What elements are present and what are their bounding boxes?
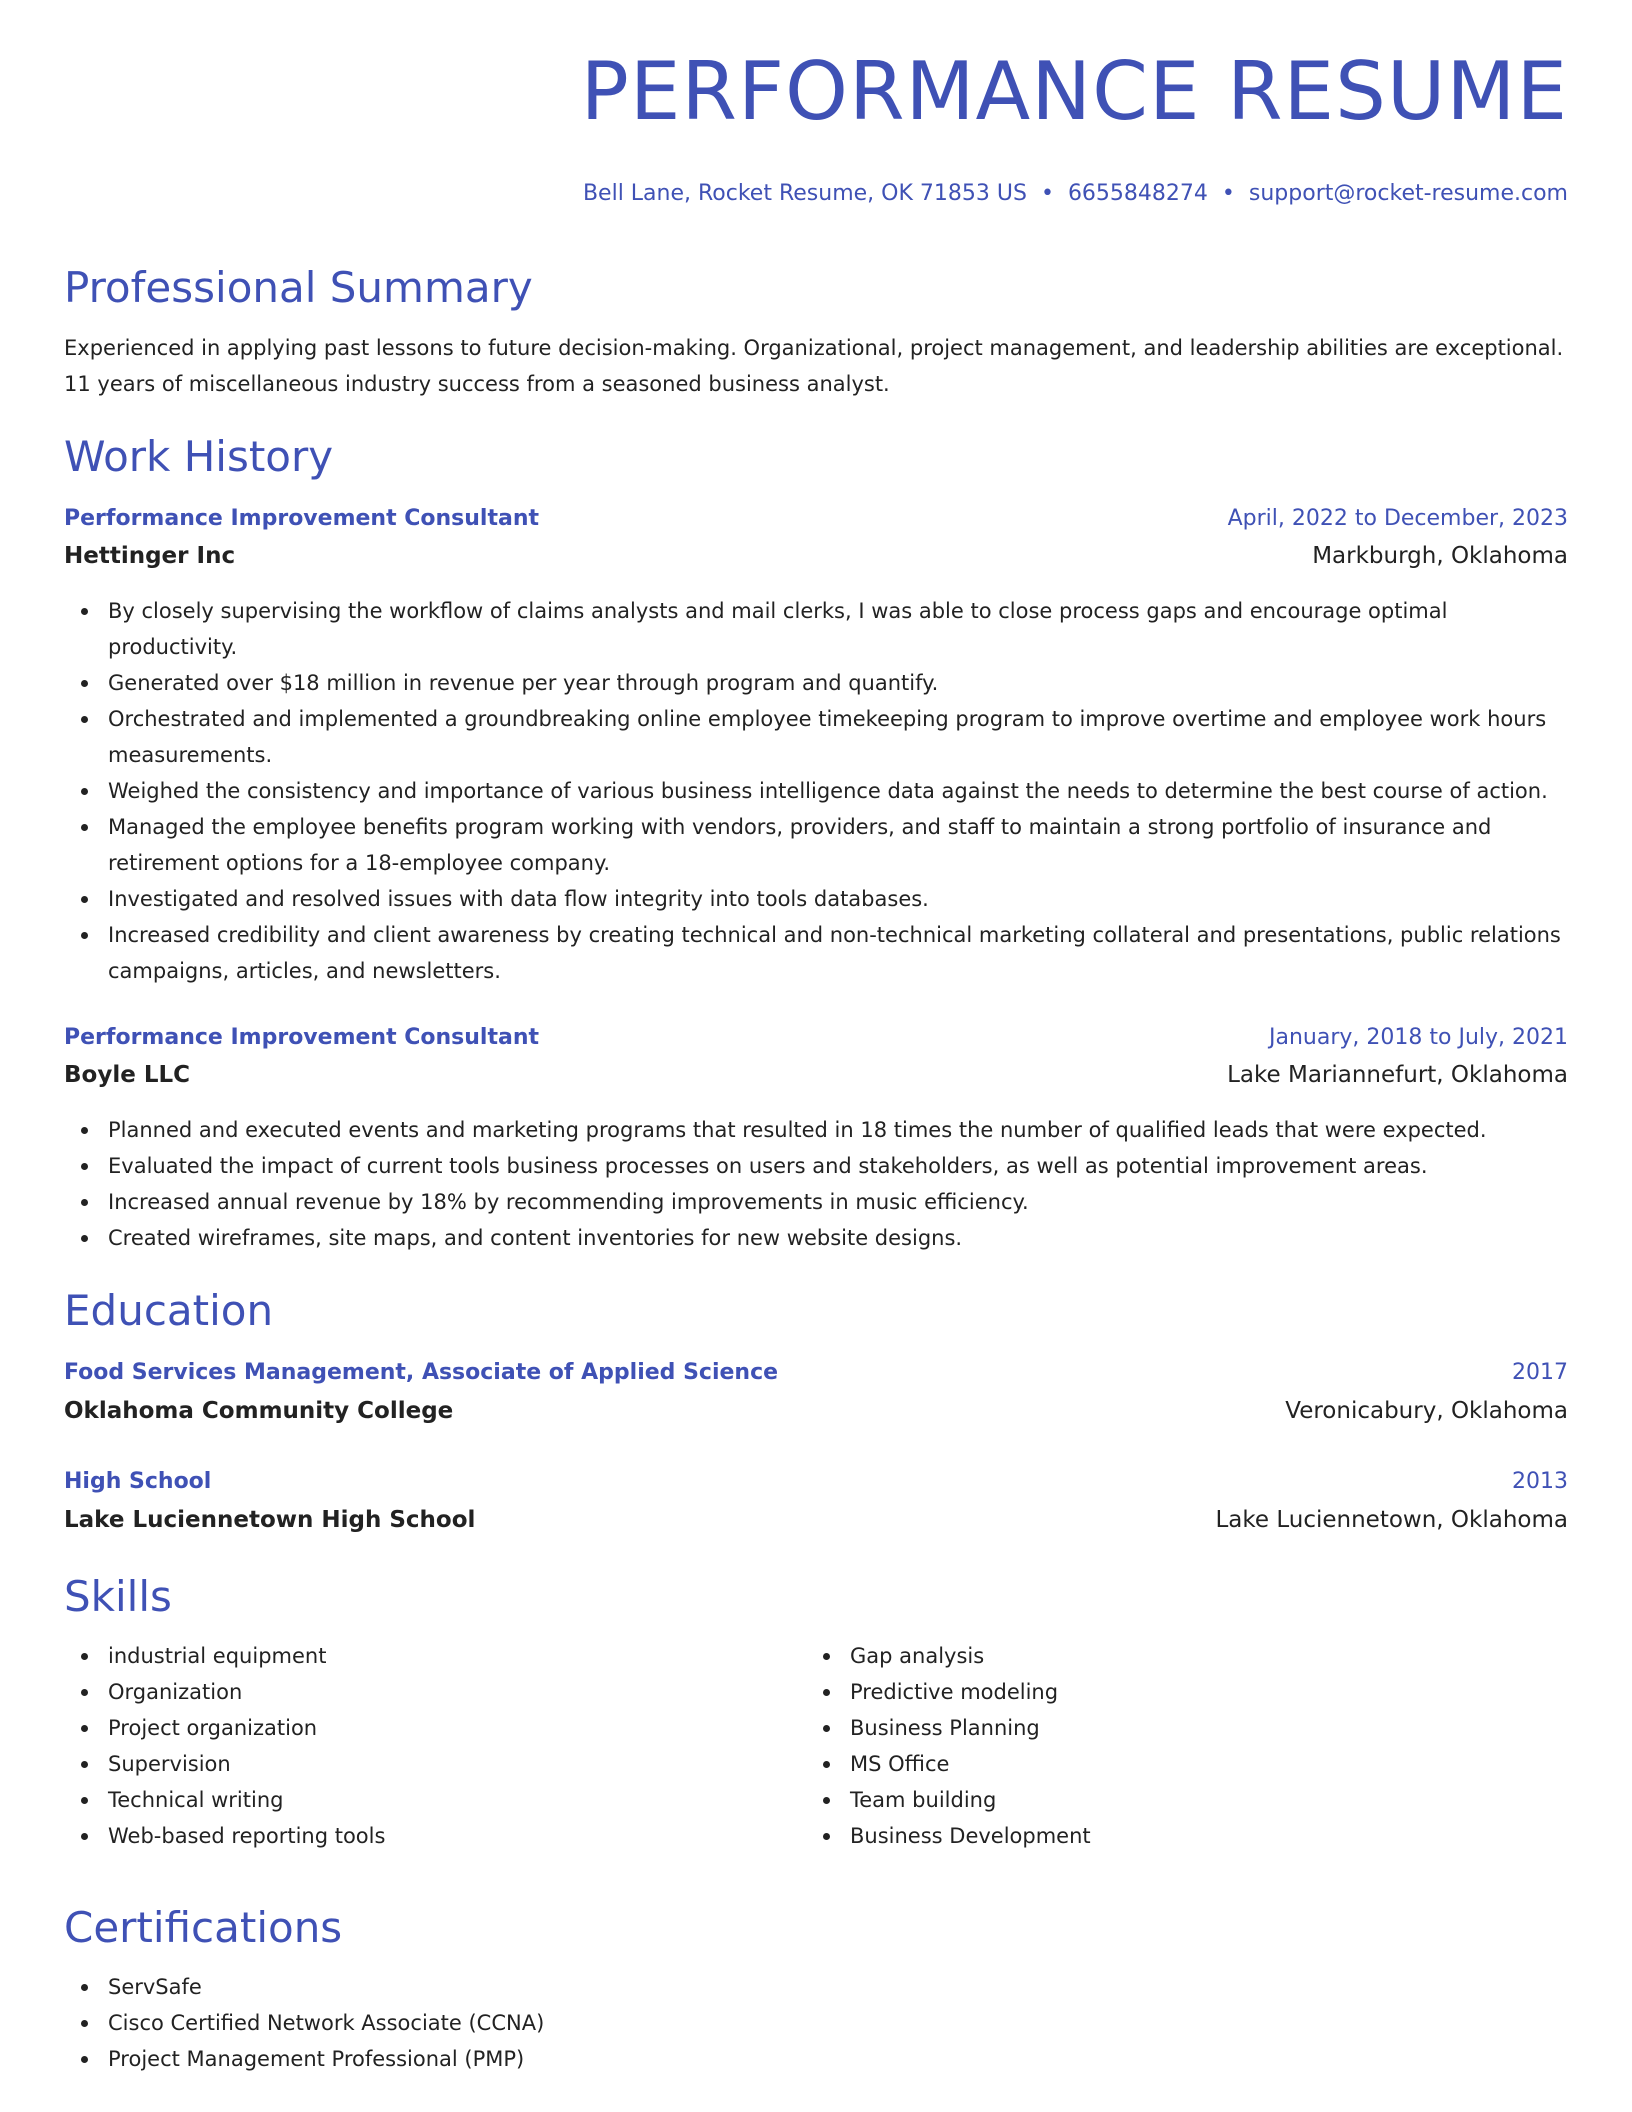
skill-item: Predictive modeling (806, 1674, 1632, 1710)
summary-text: Experienced in applying past lessons to future decision-making. Organizational, project management, and leadership abilities are exceptional. 11 years of miscellaneous industry success from a seasoned business analyst. (64, 336, 1564, 396)
list-item: Generated over $18 million in revenue per year through program and quantify. (64, 665, 1568, 701)
skill-item: MS Office (806, 1746, 1632, 1782)
skill-item: Supervision (64, 1746, 1568, 1782)
resume-name: PERFORMANCE RESUME (580, 45, 1568, 138)
job-bullets (64, 1112, 1568, 1256)
job-company: Boyle LLC (64, 1062, 191, 1088)
certifications-list (64, 1969, 1568, 2077)
education-year: 2013 (1512, 1469, 1568, 1494)
skill-item: Business Development (806, 1818, 1632, 1854)
contact-separator: • (1040, 181, 1054, 206)
education-location: Lake Luciennetown, Oklahoma (1215, 1507, 1568, 1533)
job-header (64, 506, 1568, 536)
job-bullets (64, 593, 1568, 989)
education-school: Lake Luciennetown High School (64, 1507, 476, 1533)
contact-separator: • (1221, 181, 1235, 206)
list-item: Planned and executed events and marketing programs that resulted in 18 times the number of qualified leads that were expected. (64, 1112, 1568, 1148)
list-item: Evaluated the impact of current tools business processes on users and stakeholders, as well as potential improvement areas. (64, 1148, 1568, 1184)
contact-address: Bell Lane, Rocket Resume, OK 71853 US (582, 181, 1027, 206)
work-history-heading: Work History (64, 432, 334, 481)
job-company: Hettinger Inc (64, 543, 236, 569)
skill-item: Business Planning (806, 1710, 1632, 1746)
contact-email[interactable]: support@rocket-resume.com (1248, 181, 1568, 206)
education-degree: Food Services Management, Associate of Applied Science (64, 1360, 779, 1385)
certification-item: Cisco Certified Network Associate (CCNA) (64, 2005, 1568, 2041)
list-item: Managed the employee benefits program working with vendors, providers, and staff to maintain a strong portfolio of insurance and retirement options for a 18-employee company. (64, 809, 1568, 881)
contact-phone: 6655848274 (1067, 181, 1208, 206)
list-item: Orchestrated and implemented a groundbreaking online employee timekeeping program to improve overtime and employee work hours measurements. (64, 701, 1568, 773)
job-dates: April, 2022 to December, 2023 (1227, 506, 1568, 531)
job-employer-row (64, 1062, 1568, 1092)
job-title: Performance Improvement Consultant (64, 1025, 540, 1050)
summary-heading: Professional Summary (64, 263, 533, 312)
education-header (64, 1360, 1568, 1390)
list-item: Created wireframes, site maps, and content inventories for new website designs. (64, 1220, 1568, 1256)
education-degree: High School (64, 1469, 212, 1494)
education-year: 2017 (1512, 1360, 1568, 1385)
skills-list-right (806, 1638, 1632, 1854)
skill-item: Project organization (64, 1710, 1568, 1746)
list-item: Increased annual revenue by 18% by recommending improvements in music efficiency. (64, 1184, 1568, 1220)
skill-item: Organization (64, 1674, 1568, 1710)
skill-item: Team building (806, 1782, 1632, 1818)
list-item: Increased credibility and client awareness by creating technical and non-technical marketing collateral and presentations, public relations campaigns, articles, and newsletters. (64, 917, 1568, 989)
skill-item: Gap analysis (806, 1638, 1632, 1674)
certifications-heading: Certifications (64, 1903, 343, 1952)
education-location: Veronicabury, Oklahoma (1285, 1398, 1568, 1424)
list-item: Weighed the consistency and importance of various business intelligence data against the needs to determine the best course of action. (64, 773, 1568, 809)
list-item: By closely supervising the workflow of claims analysts and mail clerks, I was able to close process gaps and encourage optimal productivity. (64, 593, 1568, 665)
skill-item: industrial equipment (64, 1638, 1568, 1674)
education-school-row (64, 1507, 1568, 1537)
education-heading: Education (64, 1286, 274, 1335)
job-location: Lake Mariannefurt, Oklahoma (1227, 1062, 1568, 1088)
job-header (64, 1025, 1568, 1055)
job-employer-row (64, 543, 1568, 573)
job-title: Performance Improvement Consultant (64, 506, 540, 531)
list-item: Investigated and resolved issues with data flow integrity into tools databases. (64, 881, 1568, 917)
skill-item: Web-based reporting tools (64, 1818, 1568, 1854)
contact-line (583, 181, 1568, 206)
skills-heading: Skills (64, 1572, 172, 1621)
certification-item: ServSafe (64, 1969, 1568, 2005)
skill-item: Technical writing (64, 1782, 1568, 1818)
education-header (64, 1469, 1568, 1499)
education-school-row (64, 1398, 1568, 1428)
education-school: Oklahoma Community College (64, 1398, 454, 1424)
certification-item: Project Management Professional (PMP) (64, 2041, 1568, 2077)
job-location: Markburgh, Oklahoma (1312, 543, 1568, 569)
job-dates: January, 2018 to July, 2021 (1269, 1025, 1568, 1050)
